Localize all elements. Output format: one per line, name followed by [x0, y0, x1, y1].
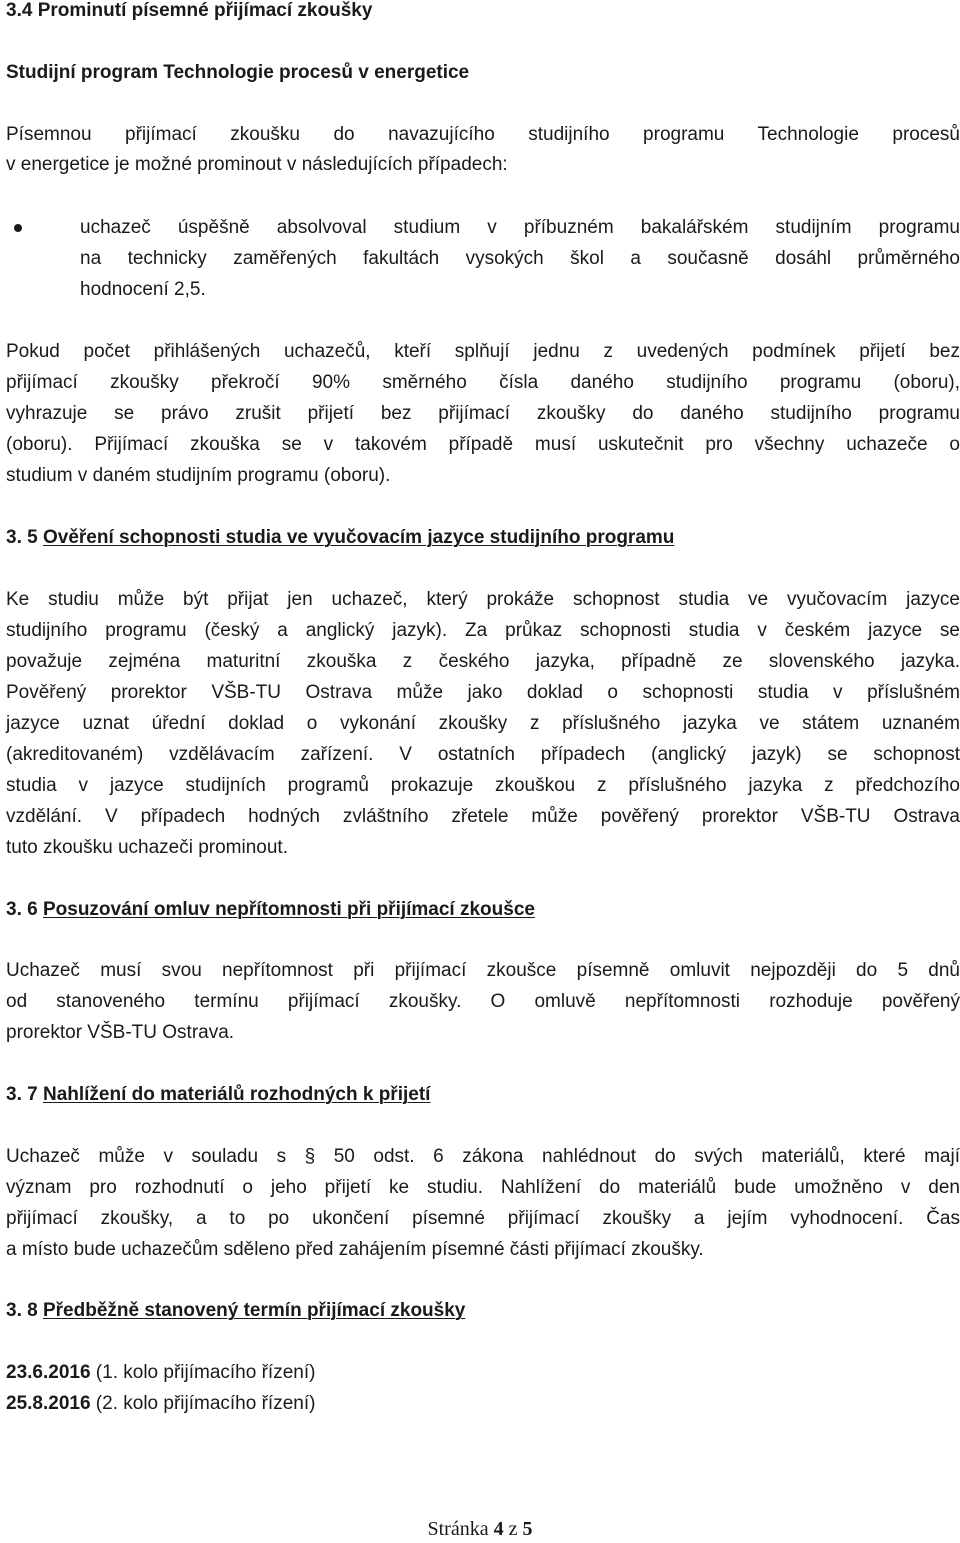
section-number: 3. 8: [6, 1300, 43, 1321]
section-number: 3. 7: [6, 1084, 43, 1105]
section-title: Nahlížení do materiálů rozhodných k přijetí: [42, 1084, 431, 1105]
section-title: Ověření schopnosti studia ve vyučovacím jazyce studijního programu: [42, 527, 675, 548]
section-number: 3. 6: [6, 899, 43, 920]
paragraph-line: od stanoveného termínu přijímací zkoušky. O omluvě nepřítomnosti rozhoduje pověřený: [6, 991, 960, 1012]
date-line: [6, 1393, 960, 1415]
paragraph-line: vzdělání. V případech hodných zvláštního zřetele může pověřený prorektor VŠB-TU Ostrava: [6, 806, 960, 827]
page-footer: [0, 1517, 960, 1541]
paragraph-line: Ke studiu může být přijat jen uchazeč, který prokáže schopnost studia ve vyučovacím jazyce: [6, 589, 960, 610]
paragraph-line: Pokud počet přihlášených uchazečů, kteří splňují jednu z uvedených podmínek přijetí bez: [6, 341, 960, 362]
total-pages-number: 5: [522, 1518, 533, 1540]
current-page-number: 4: [493, 1518, 504, 1540]
paragraph-line: Písemnou přijímací zkoušku do navazujícího studijního programu Technologie procesů: [6, 124, 960, 145]
exam-round: (1. kolo přijímacího řízení): [90, 1362, 316, 1383]
paragraph-line: studium v daném studijním programu (oboru).: [6, 465, 391, 486]
exam-date: 23.6.2016: [6, 1362, 91, 1383]
section-heading: [6, 899, 960, 921]
paragraph-line: Uchazeč musí svou nepřítomnost při přijímací zkoušce písemně omluvit nejpozději do 5 dnů: [6, 960, 960, 981]
paragraph-line: studijního programu (český a anglický jazyk). Za průkaz schopnosti studia v českém jazyce se: [6, 620, 960, 641]
paragraph-line: (oboru). Přijímací zkouška se v takovém případě musí uskutečnit pro všechny uchazeče o: [6, 434, 960, 455]
paragraph-line: studia v jazyce studijních programů prokazuje zkouškou z příslušného jazyka z předchozího: [6, 775, 960, 796]
date-line: [6, 1362, 960, 1384]
section-heading: [6, 1300, 960, 1322]
paragraph-line: Pověřený prorektor VŠB-TU Ostrava může jako doklad o schopnosti studia v příslušném: [6, 682, 960, 703]
exam-round: (2. kolo přijímacího řízení): [90, 1393, 316, 1414]
paragraph-line: v energetice je možné prominout v následujících případech:: [6, 154, 508, 175]
section-heading: [6, 1084, 960, 1106]
footer-separator: z: [503, 1518, 523, 1540]
paragraph-line: jazyce uznat úřední doklad o vykonání zkoušky z příslušného jazyka ve státem uznaném: [6, 713, 960, 734]
paragraph-line: a místo bude uchazečům sděleno před zahájením písemné části přijímací zkoušky.: [6, 1239, 704, 1260]
exam-date: 25.8.2016: [6, 1393, 91, 1414]
paragraph-line: tuto zkoušku uchazeči prominout.: [6, 837, 288, 858]
section-heading: [6, 527, 960, 549]
section-heading: 3.4 Prominutí písemné přijímací zkoušky: [6, 0, 373, 21]
bullet-line: hodnocení 2,5.: [80, 279, 206, 300]
section-title: Předběžně stanovený termín přijímací zkoušky: [42, 1300, 466, 1321]
section-title: Posuzování omluv nepřítomnosti při přijímací zkoušce: [42, 899, 535, 920]
paragraph-line: význam pro rozhodnutí o jeho přijetí ke studiu. Nahlížení do materiálů bude umožněno v den: [6, 1177, 960, 1198]
paragraph-line: (akreditovaném) vzdělávacím zařízení. V ostatních případech (anglický jazyk) se schopnost: [6, 744, 960, 765]
bullet-icon: [14, 224, 22, 232]
paragraph-line: přijímací zkoušky překročí 90% směrného čísla daného studijního programu (oboru),: [6, 372, 960, 393]
paragraph-line: vyhrazuje se právo zrušit přijetí bez přijímací zkoušky do daného studijního programu: [6, 403, 960, 424]
paragraph-line: přijímací zkoušky, a to po ukončení písemné přijímací zkoušky a jejím vyhodnocení. Čas: [6, 1208, 960, 1229]
bullet-line: uchazeč úspěšně absolvoval studium v příbuzném bakalářském studijním programu: [80, 217, 960, 238]
paragraph-line: prorektor VŠB-TU Ostrava.: [6, 1022, 235, 1043]
section-number: 3. 5: [6, 527, 43, 548]
bullet-line: na technicky zaměřených fakultách vysokých škol a současně dosáhl průměrného: [80, 248, 960, 269]
footer-prefix: Stránka: [427, 1518, 494, 1540]
paragraph-line: považuje zejména maturitní zkouška z českého jazyka, případně ze slovenského jazyka.: [6, 651, 960, 672]
program-subheading: Studijní program Technologie procesů v energetice: [6, 62, 470, 83]
paragraph-line: Uchazeč může v souladu s § 50 odst. 6 zákona nahlédnout do svých materiálů, které mají: [6, 1146, 960, 1167]
